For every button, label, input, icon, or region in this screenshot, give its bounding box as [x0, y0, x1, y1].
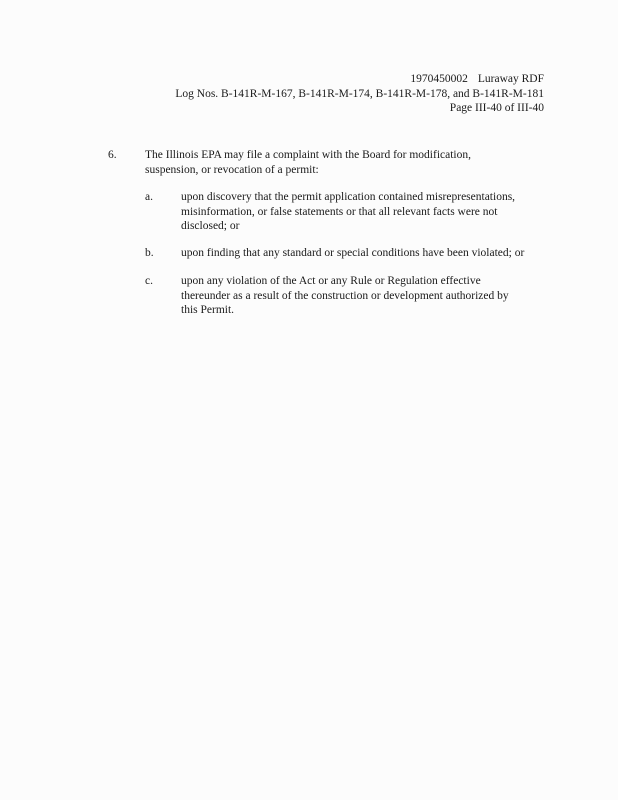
subitem-line: this Permit. — [181, 304, 235, 316]
condition-number: 6. — [108, 149, 117, 161]
subitem-line: upon finding that any standard or special conditions have been violated; or — [181, 247, 525, 259]
subitem-letter: b. — [145, 247, 154, 259]
subitem-letter: a. — [145, 191, 153, 203]
page-header — [175, 72, 544, 116]
subitem-text — [181, 274, 551, 318]
subitem-line: disclosed; or — [181, 220, 240, 232]
condition-text-line: suspension, or revocation of a permit: — [145, 163, 319, 176]
subitem-line: upon discovery that the permit application contained misrepresentations, — [181, 191, 516, 203]
subitem-letter: c. — [145, 275, 153, 287]
subitem-text — [181, 190, 551, 234]
condition-text — [145, 148, 545, 177]
subitem-line: thereunder as a result of the construction or development authorized by — [181, 289, 509, 302]
condition-text-line: The Illinois EPA may file a complaint with the Board for modification, — [145, 149, 471, 161]
header-line-1 — [175, 72, 544, 87]
facility-name: Luraway RDF — [477, 73, 544, 85]
subitem-text — [181, 246, 551, 261]
log-numbers: Log Nos. B-141R-M-167, B-141R-M-174, B-141R-M-178, and B-141R-M-181 — [175, 87, 544, 100]
subitem-line: misinformation, or false statements or that all relevant facts were not — [181, 205, 498, 218]
page-number: Page III-40 of III-40 — [449, 102, 544, 114]
permit-id: 1970450002 — [410, 73, 468, 85]
subitem-line: upon any violation of the Act or any Rule or Regulation effective — [181, 275, 481, 287]
